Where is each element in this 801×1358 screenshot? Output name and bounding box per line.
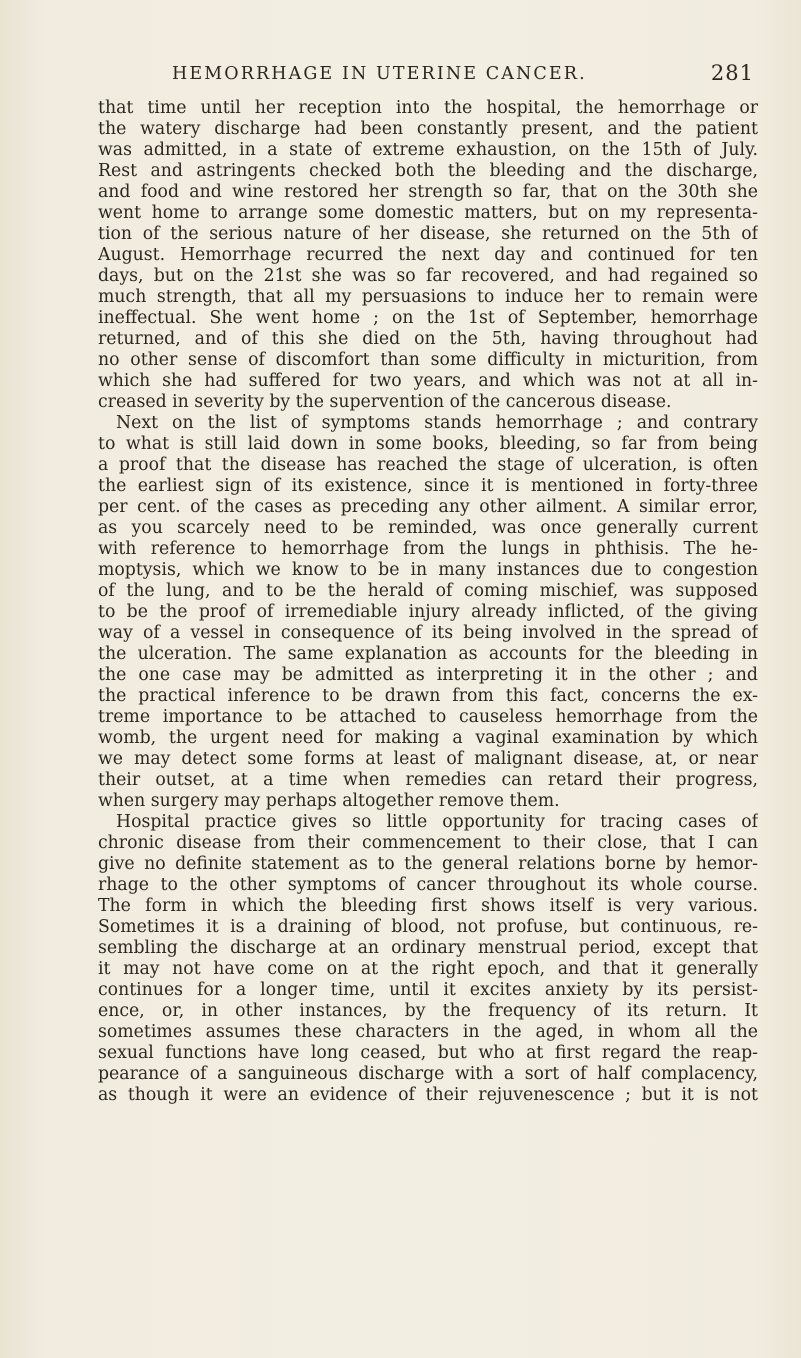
text-line: way of a vessel in consequence of its being involved in the spread of [98,623,758,643]
text-line: the ulceration. The same explanation as accounts for the bleeding in [98,644,758,664]
text-line: treme importance to be attached to causeless hemorrhage from the [98,707,758,727]
text-line: the earliest sign of its existence, since it is mentioned in forty-three [98,476,758,496]
text-line: as though it were an evidence of their rejuvenescence ; but it is not [98,1085,758,1105]
text-line: moptysis, which we know to be in many instances due to congestion [98,560,758,580]
text-line: their outset, at a time when remedies can retard their progress, [98,770,758,790]
text-line: The form in which the bleeding first shows itself is very various. [98,896,758,916]
text-line: which she had suffered for two years, and which was not at all in- [98,371,758,391]
text-line: to be the proof of irremediable injury already inflicted, of the giving [98,602,758,622]
page-number: 281 [710,61,754,85]
body-text [98,98,758,1106]
text-line: pearance of a sanguineous discharge with a sort of half complacency, [98,1064,758,1084]
text-line: sembling the discharge at an ordinary menstrual period, except that [98,938,758,958]
text-line: when surgery may perhaps altogether remove them. [98,791,560,811]
running-title: HEMORRHAGE IN UTERINE CANCER. [172,64,587,84]
text-line: give no definite statement as to the general relations borne by hemor- [98,854,758,874]
text-line: ence, or, in other instances, by the frequency of its return. It [98,1001,758,1021]
text-line: Rest and astringents checked both the bleeding and the discharge, [98,161,758,181]
page-header [172,61,754,90]
text-line: and food and wine restored her strength so far, that on the 30th she [98,182,758,202]
text-line: days, but on the 21st she was so far recovered, and had regained so [98,266,758,286]
text-line: with reference to hemorrhage from the lungs in phthisis. The he- [98,539,758,559]
text-line: returned, and of this she died on the 5th, having throughout had [98,329,758,349]
text-line: went home to arrange some domestic matters, but on my representa- [98,203,758,223]
text-line: sometimes assumes these characters in the aged, in whom all the [98,1022,758,1042]
text-line: Hospital practice gives so little opportunity for tracing cases of [116,812,758,832]
text-line: sexual functions have long ceased, but who at first regard the reap- [98,1043,758,1063]
text-line: August. Hemorrhage recurred the next day and continued for ten [98,245,758,265]
text-line: to what is still laid down in some books, bleeding, so far from being [98,434,758,454]
text-line: no other sense of discomfort than some difficulty in micturition, from [98,350,758,370]
text-line: the practical inference to be drawn from this fact, concerns the ex- [98,686,758,706]
text-line: was admitted, in a state of extreme exhaustion, on the 15th of July. [98,140,758,160]
text-line: as you scarcely need to be reminded, was once generally current [98,518,758,538]
text-line: it may not have come on at the right epoch, and that it generally [98,959,758,979]
text-line: of the lung, and to be the herald of coming mischief, was supposed [98,581,758,601]
text-line: per cent. of the cases as preceding any other ailment. A similar error, [98,497,758,517]
text-line: much strength, that all my persuasions to induce her to remain were [98,287,758,307]
text-line: continues for a longer time, until it excites anxiety by its persist- [98,980,758,1000]
text-line: tion of the serious nature of her disease, she returned on the 5th of [98,224,758,244]
text-line: the one case may be admitted as interpreting it in the other ; and [98,665,758,685]
text-line: that time until her reception into the hospital, the hemorrhage or [98,98,758,118]
text-line: womb, the urgent need for making a vaginal examination by which [98,728,758,748]
text-line: a proof that the disease has reached the stage of ulceration, is often [98,455,758,475]
text-line: chronic disease from their commencement to their close, that I can [98,833,758,853]
text-line: Sometimes it is a draining of blood, not profuse, but continuous, re- [98,917,758,937]
text-line: creased in severity by the supervention of the cancerous disease. [98,392,672,412]
text-line: ineffectual. She went home ; on the 1st of September, hemorrhage [98,308,758,328]
text-line: Next on the list of symptoms stands hemorrhage ; and contrary [116,413,758,433]
text-line: we may detect some forms at least of malignant disease, at, or near [98,749,758,769]
text-line: the watery discharge had been constantly present, and the patient [98,119,758,139]
text-line: rhage to the other symptoms of cancer throughout its whole course. [98,875,758,895]
